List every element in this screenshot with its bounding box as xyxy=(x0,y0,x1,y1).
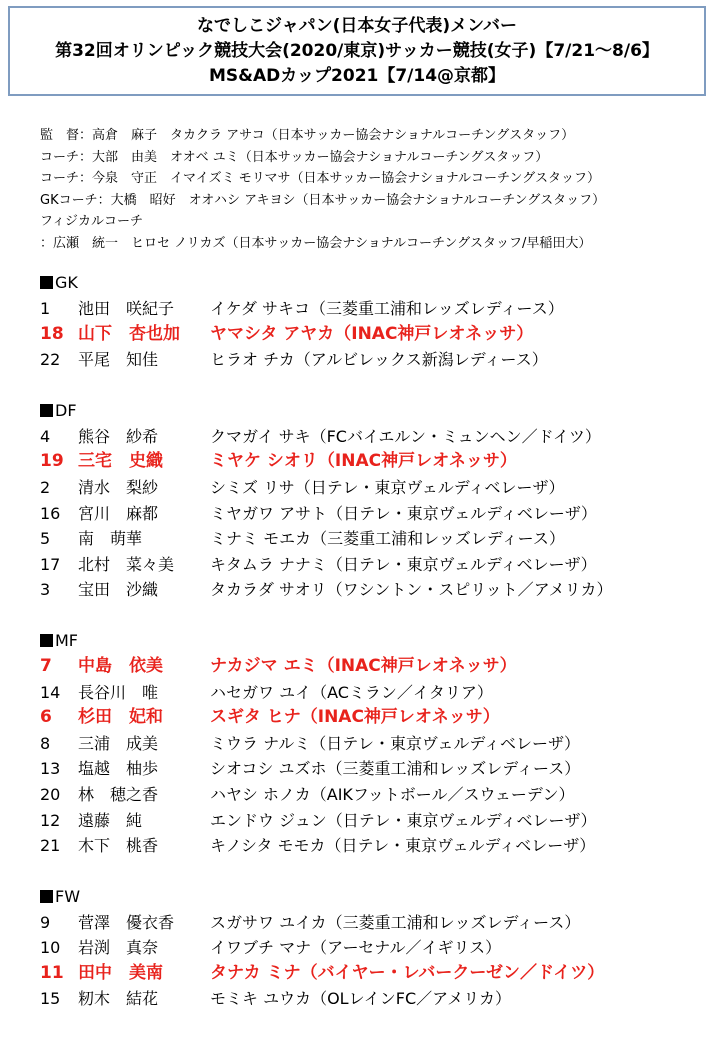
player-number: 12 xyxy=(40,810,61,830)
player-reading-club: シミズ リサ（日テレ・東京ヴェルディベレーザ） xyxy=(210,477,565,497)
square-bullet-icon xyxy=(40,404,53,417)
player-number: 18 xyxy=(40,323,64,344)
player-name: 林 穂之香 xyxy=(78,784,159,804)
title-box xyxy=(8,6,706,96)
player-number: 5 xyxy=(40,529,51,549)
player-reading-club: ハヤシ ホノカ（AIKフットボール／スウェーデン） xyxy=(210,784,575,804)
player-number: 13 xyxy=(40,759,61,779)
section-label: MF xyxy=(55,630,79,650)
player-number: 17 xyxy=(40,554,61,574)
player-row xyxy=(40,705,710,731)
square-bullet-icon xyxy=(40,276,53,289)
player-number: 10 xyxy=(40,938,61,958)
player-reading-club: ミヤケ シオリ（INAC神戸レオネッサ） xyxy=(210,451,517,472)
staff-physical-coach-label: フィジカルコーチ xyxy=(40,214,143,229)
player-reading-club: モミキ ユウカ（OLレインFC／アメリカ） xyxy=(210,989,512,1009)
section-spacer xyxy=(40,373,710,398)
player-row xyxy=(40,449,710,475)
player-name: 遠藤 純 xyxy=(78,810,143,830)
player-name: 杉田 妃和 xyxy=(78,707,163,728)
player-row xyxy=(40,961,710,987)
player-name: 三浦 成美 xyxy=(78,733,159,753)
player-row xyxy=(40,526,710,552)
player-number: 9 xyxy=(40,912,51,932)
player-name: 長谷川 唯 xyxy=(78,682,159,702)
player-number: 11 xyxy=(40,962,64,983)
section-spacer xyxy=(40,603,710,628)
player-reading-club: イケダ サキコ（三菱重工浦和レッズレディース） xyxy=(210,299,564,318)
player-name: 宮川 麻都 xyxy=(78,503,159,523)
player-row xyxy=(40,935,710,961)
player-row xyxy=(40,910,710,936)
player-reading-club: スギタ ヒナ（INAC神戸レオネッサ） xyxy=(210,707,500,728)
section-header-gk xyxy=(40,270,710,296)
player-reading-club: エンドウ ジュン（日テレ・東京ヴェルディベレーザ） xyxy=(210,810,597,830)
player-name: 清水 梨紗 xyxy=(78,477,159,497)
player-number: 7 xyxy=(40,655,52,676)
staff-coach-2: コーチ：今泉 守正 イマイズミ モリマサ（日本サッカー協会ナショナルコーチングスタッフ） xyxy=(40,171,601,186)
player-number: 6 xyxy=(40,707,52,728)
section-label: DF xyxy=(55,400,77,420)
player-name: 籾木 結花 xyxy=(78,989,159,1009)
player-reading-club: スガサワ ユイカ（三菱重工浦和レッズレディース） xyxy=(210,912,581,932)
player-name: 南 萌華 xyxy=(78,529,143,549)
section-spacer xyxy=(40,859,710,884)
roster xyxy=(40,270,710,1012)
player-number: 16 xyxy=(40,503,61,523)
player-row xyxy=(40,577,710,603)
player-row xyxy=(40,756,710,782)
staff-coach-1: コーチ：大部 由美 オオベ ユミ（日本サッカー協会ナショナルコーチングスタッフ） xyxy=(40,149,549,165)
player-reading-club: イワブチ マナ（アーセナル／イギリス） xyxy=(210,938,502,958)
player-name: 塩越 柚歩 xyxy=(78,759,159,779)
player-name: 山下 杏也加 xyxy=(78,323,180,344)
staff-gk-coach: GKコーチ：大橋 昭好 オオハシ アキヨシ（日本サッカー協会ナショナルコーチングスタッフ） xyxy=(40,192,606,208)
player-reading-club: ヤマシタ アヤカ（INAC神戸レオネッサ） xyxy=(210,323,534,344)
player-reading-club: ミウラ ナルミ（日テレ・東京ヴェルディベレーザ） xyxy=(210,733,581,753)
player-reading-club: ヒラオ チカ（アルビレックス新潟レディース） xyxy=(210,350,548,370)
player-reading-club: キタムラ ナナミ（日テレ・東京ヴェルディベレーザ） xyxy=(210,554,597,574)
square-bullet-icon xyxy=(40,890,53,903)
title-line-1: なでしこジャパン(日本女子代表)メンバー xyxy=(196,15,517,36)
player-row xyxy=(40,552,710,578)
player-number: 1 xyxy=(40,299,51,318)
staff-physical-coach: ：広瀬 統一 ヒロセ ノリカズ（日本サッカー協会ナショナルコーチングスタッフ/早稲田大） xyxy=(40,235,592,251)
player-number: 22 xyxy=(40,350,61,370)
player-reading-club: シオコシ ユズホ（三菱重工浦和レッズレディース） xyxy=(210,759,581,779)
player-name: 平尾 知佳 xyxy=(78,350,159,370)
player-row xyxy=(40,808,710,834)
player-name: 田中 美南 xyxy=(78,962,163,983)
player-reading-club: クマガイ サキ（FCバイエルン・ミュンヘン／ドイツ） xyxy=(210,426,601,446)
player-number: 19 xyxy=(40,451,64,472)
player-number: 14 xyxy=(40,682,61,702)
section-header-mf xyxy=(40,628,710,654)
player-number: 3 xyxy=(40,580,51,600)
player-name: 菅澤 優衣香 xyxy=(78,912,175,932)
section-label: FW xyxy=(55,886,81,906)
player-number: 20 xyxy=(40,784,61,804)
player-row xyxy=(40,501,710,527)
player-name: 三宅 史織 xyxy=(78,451,163,472)
player-row xyxy=(40,322,710,348)
player-row xyxy=(40,424,710,450)
player-number: 2 xyxy=(40,477,51,497)
player-row xyxy=(40,296,710,322)
section-header-fw xyxy=(40,884,710,910)
player-row xyxy=(40,654,710,680)
title-line-3: MS&ADカップ2021【7/14@京都】 xyxy=(208,65,506,86)
player-name: 木下 桃香 xyxy=(78,836,159,856)
player-number: 8 xyxy=(40,733,51,753)
section-label: GK xyxy=(55,273,78,292)
player-reading-club: ミヤガワ アサト（日テレ・東京ヴェルディベレーザ） xyxy=(210,503,597,523)
player-row xyxy=(40,986,710,1012)
player-name: 宝田 沙織 xyxy=(78,580,159,600)
player-row xyxy=(40,347,710,373)
player-row xyxy=(40,731,710,757)
player-reading-club: ナカジマ エミ（INAC神戸レオネッサ） xyxy=(210,655,517,676)
player-name: 岩渕 真奈 xyxy=(78,938,159,958)
player-row xyxy=(40,782,710,808)
staff-list xyxy=(40,125,700,254)
player-row xyxy=(40,475,710,501)
staff-head-coach: 監 督：高倉 麻子 タカクラ アサコ（日本サッカー協会ナショナルコーチングスタッフ） xyxy=(40,128,575,143)
player-name: 北村 菜々美 xyxy=(78,554,175,574)
player-reading-club: タナカ ミナ（バイヤー・レバークーゼン／ドイツ） xyxy=(210,962,605,983)
player-number: 15 xyxy=(40,989,61,1009)
title-line-2: 第32回オリンピック競技大会(2020/東京)サッカー競技(女子)【7/21～8/6】 xyxy=(55,40,659,61)
player-row xyxy=(40,680,710,706)
player-reading-club: キノシタ モモカ（日テレ・東京ヴェルディベレーザ） xyxy=(210,836,596,856)
player-row xyxy=(40,833,710,859)
player-reading-club: ミナミ モエカ（三菱重工浦和レッズレディース） xyxy=(210,529,565,549)
player-name: 熊谷 紗希 xyxy=(78,426,159,446)
square-bullet-icon xyxy=(40,634,53,647)
player-reading-club: タカラダ サオリ（ワシントン・スピリット／アメリカ） xyxy=(210,580,613,600)
section-header-df xyxy=(40,398,710,424)
player-number: 4 xyxy=(40,426,51,446)
player-number: 21 xyxy=(40,836,61,856)
player-name: 中島 依美 xyxy=(78,655,163,676)
player-name: 池田 咲紀子 xyxy=(78,299,175,318)
player-reading-club: ハセガワ ユイ（ACミラン／イタリア） xyxy=(210,682,493,702)
